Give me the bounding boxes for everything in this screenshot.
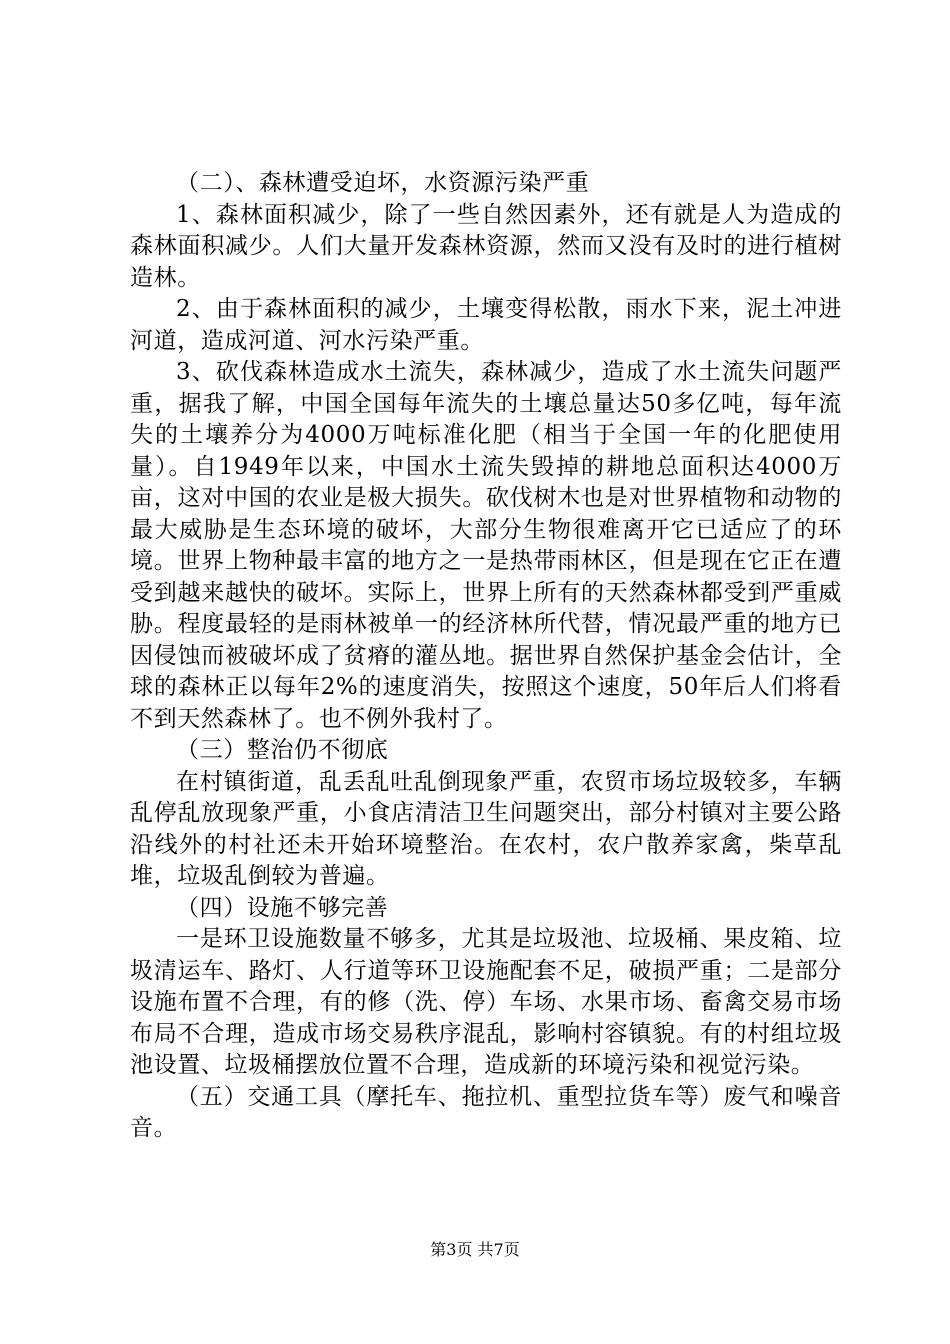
page-footer: 第3页 共7页 [430, 1240, 520, 1259]
paragraph-soil-loose: 2、由于森林面积的减少，土壤变得松散，雨水下来，泥土冲进河道，造成河道、河水污染严重。 [130, 296, 842, 354]
section-heading-4: （四）设施不够完善 [176, 894, 389, 921]
paragraph-forest-area: 1、森林面积减少，除了一些自然因素外，还有就是人为造成的森林面积减少。人们大量开发森林资源，然而又没有及时的进行植树造林。 [130, 201, 842, 291]
paragraph-soil-erosion: 3、砍伐森林造成水土流失，森林减少，造成了水土流失问题严重，据我了解，中国全国每年流失的土壤总量达50多亿吨，每年流失的土壤养分为4000万吨标准化肥（相当于全国一年的化肥使用量）。自1949年以来，中国水土流失毁掉的耕地总面积达4000万亩，这对中国的农业是极大损失。砍伐树木也是对世界植物和动物的最大威胁是生态环境的破坏，大部分生物很难离开它已适应了的环境。世界上物种最丰富的地方之一是热带雨林区，但是现在它正在遭受到越来越快的破坏。实际上，世界上所有的天然森林都受到严重威胁。程度最轻的是雨林被单一的经济林所代替，情况最严重的地方已因侵蚀而被破坏成了贫瘠的灌丛地。据世界自然保护基金会估计，全球的森林正以每年2%的速度消失，按照这个速度，50年后人们将看不到天然森林了。也不例外我村了。 [130, 359, 842, 732]
section-heading-3: （三）整治仍不彻底 [176, 737, 389, 763]
section-heading-2: （二）、森林遭受迫坏，水资源污染严重 [176, 170, 590, 196]
paragraph-facilities: 一是环卫设施数量不够多，尤其是垃圾池、垃圾桶、果皮箱、垃圾清运车、路灯、人行道等环卫设施配套不足，破损严重；二是部分设施布置不合理，有的修（洗、停）车场、水果市场、畜禽交易市场布局不合理，造成市场交易秩序混乱，影响村容镇貌。有的村组垃圾池设置、垃圾桶摆放位置不合理，造成新的环境污染和视觉污染。 [130, 926, 842, 1078]
paragraph-village-streets: 在村镇街道，乱丢乱吐乱倒现象严重，农贸市场垃圾较多，车辆乱停乱放现象严重，小食店清洁卫生问题突出，部分村镇对主要公路沿线外的村社还未开始环境整治。在农村，农户散养家禽，柴草乱堆，垃圾乱倒较为普遍。 [130, 768, 842, 889]
section-heading-5: （五）交通工具（摩托车、拖拉机、重型拉货车等）废气和噪音音。 [130, 1083, 842, 1141]
document-body [130, 168, 842, 1145]
